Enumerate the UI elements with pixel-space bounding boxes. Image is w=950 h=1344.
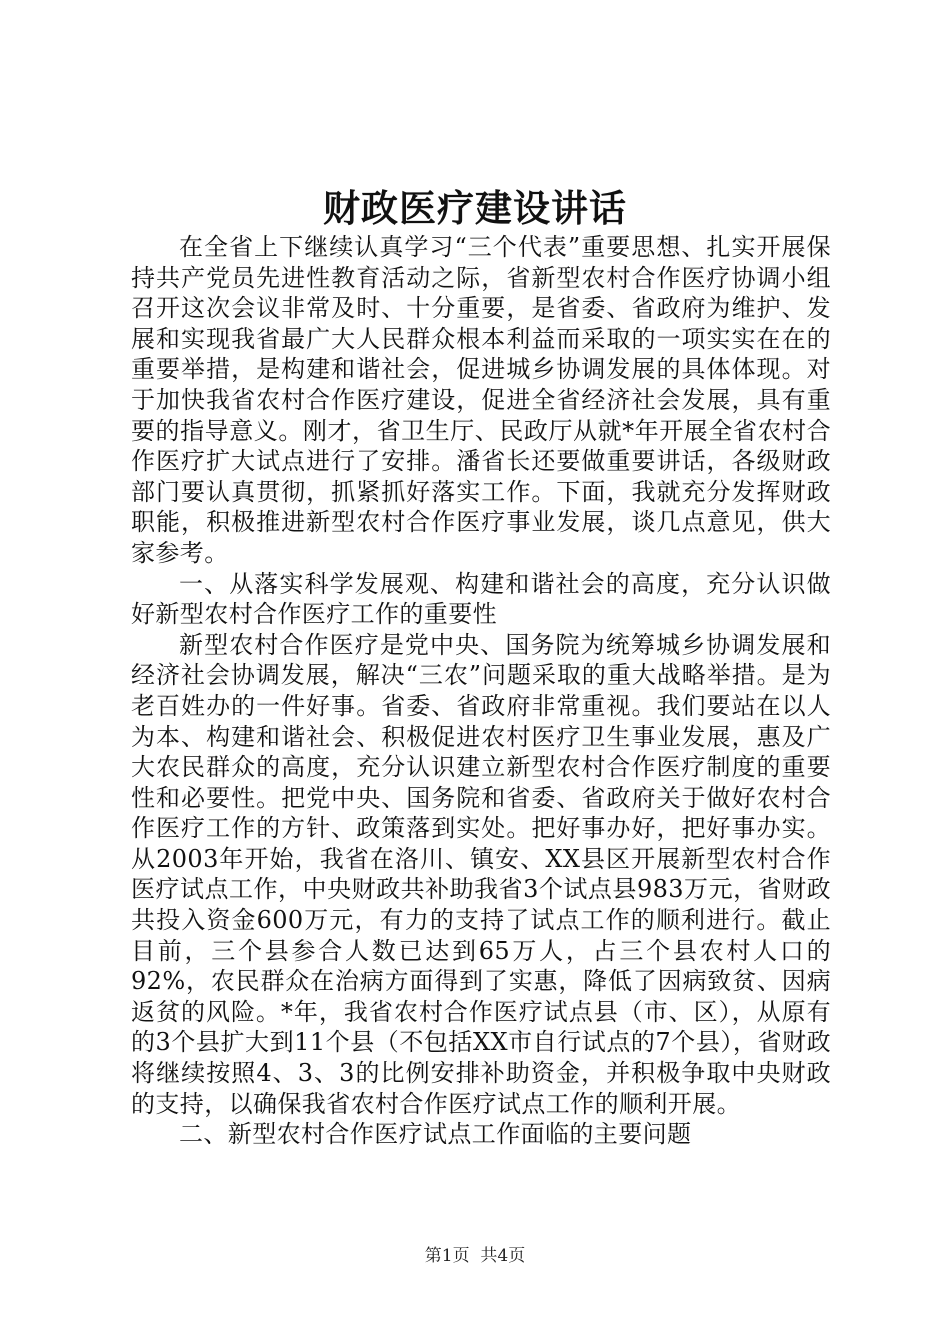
paragraph-intro: 在全省上下继续认真学习“三个代表”重要思想、扎实开展保持共产党员先进性教育活动之际，省新型农村合作医疗协调小组召开这次会议非常及时、十分重要，是省委、省政府为维护、发展和实现我省最广大人民群众根本利益而采取的一项实实在在的重要举措，是构建和谐社会，促进城乡协调发展的具体体现。对于加快我省农村合作医疗建设，促进全省经济社会发展，具有重要的指导意义。刚才，省卫生厅、民政厅从就*年开展全省农村合作医疗扩大试点进行了安排。潘省长还要做重要讲话，各级财政部门要认真贯彻，抓紧抓好落实工作。下面，我就充分发挥财政职能，积极推进新型农村合作医疗事业发展，谈几点意见，供大家参考。 — [131, 233, 831, 567]
document-body — [131, 232, 831, 1150]
section-heading-1: 一、从落实科学发展观、构建和谐社会的高度，充分认识做好新型农村合作医疗工作的重要性 — [131, 569, 831, 629]
paragraph-section-1: 新型农村合作医疗是党中央、国务院为统筹城乡协调发展和经济社会协调发展，解决“三农”问题采取的重大战略举措。是为老百姓办的一件好事。省委、省政府非常重视。我们要站在以人为本、构建和谐社会、积极促进农村医疗卫生事业发展，惠及广大农民群众的高度，充分认识建立新型农村合作医疗制度的重要性和必要性。把党中央、国务院和省委、省政府关于做好农村合作医疗工作的方针、政策落到实处。把好事办好，把好事办实。从2003年开始，我省在洛川、镇安、XX县区开展新型农村合作医疗试点工作，中央财政共补助我省3个试点县983万元，省财政共投入资金600万元，有力的支持了试点工作的顺利进行。截止目前，三个县参合人数已达到65万人，占三个县农村人口的92%，农民群众在治病方面得到了实惠，降低了因病致贫、因病返贫的风险。*年，我省农村合作医疗试点县（市、区），从原有的3个县扩大到11个县（不包括XX市自行试点的7个县），省财政将继续按照4、3、3的比例安排补助资金，并积极争取中央财政的支持，以确保我省农村合作医疗试点工作的顺利开展。 — [131, 630, 831, 1118]
document-title: 财政医疗建设讲话 — [323, 186, 627, 230]
section-heading-2: 二、新型农村合作医疗试点工作面临的主要问题 — [179, 1120, 692, 1149]
page-footer — [0, 1244, 950, 1268]
page-number: 第1页 — [424, 1246, 470, 1266]
page-total: 共4页 — [480, 1246, 526, 1266]
